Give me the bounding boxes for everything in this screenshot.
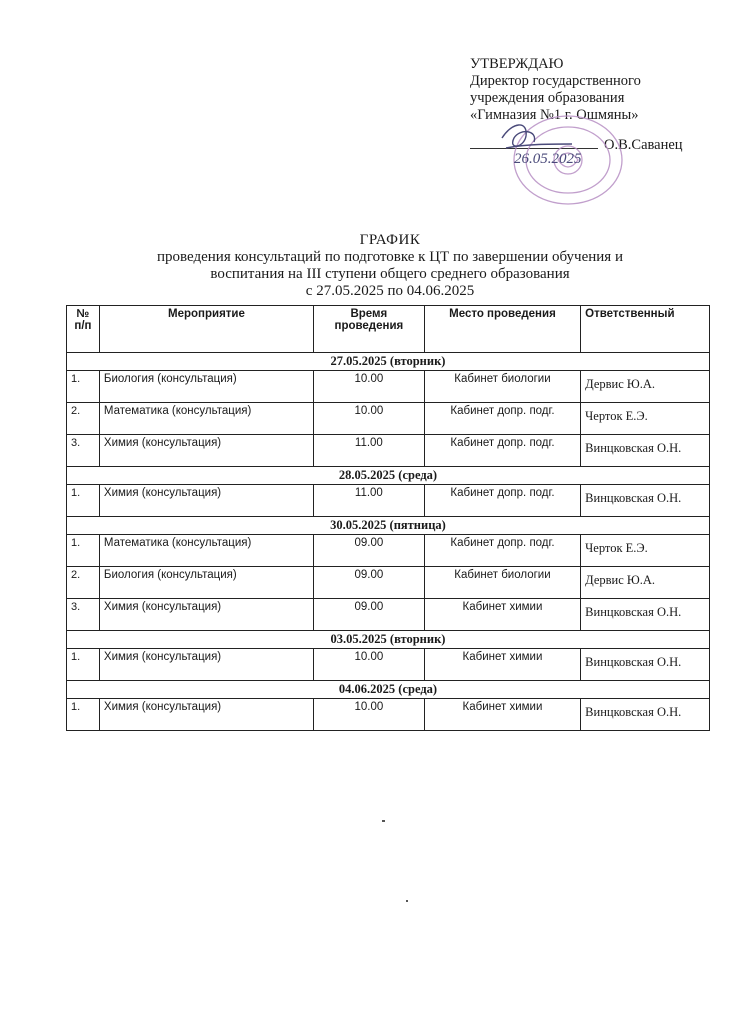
cell-responsible: Дервис Ю.А.: [581, 371, 710, 403]
cell-place: Кабинет химии: [424, 599, 580, 631]
table-row: [67, 403, 710, 435]
header-time: Время проведения: [314, 306, 425, 353]
cell-responsible: Винцковская О.Н.: [581, 435, 710, 467]
cell-event: Биология (консультация): [99, 371, 313, 403]
cell-num: 1.: [67, 485, 100, 517]
cell-responsible: Винцковская О.Н.: [581, 599, 710, 631]
cell-event: Математика (консультация): [99, 403, 313, 435]
cell-num: 3.: [67, 599, 100, 631]
cell-time: 10.00: [314, 371, 425, 403]
document-subtitle-2: воспитания на III ступени общего среднего образования: [210, 266, 570, 282]
table-header-row: [67, 306, 710, 353]
cell-place: Кабинет допр. подг.: [424, 403, 580, 435]
cell-event: Химия (консультация): [99, 599, 313, 631]
date-group-label: 30.05.2025 (пятница): [67, 517, 710, 535]
cell-responsible: Черток Е.Э.: [581, 535, 710, 567]
table-row: [67, 371, 710, 403]
cell-time: 09.00: [314, 535, 425, 567]
approval-line-1: Директор государственного: [470, 73, 641, 89]
cell-responsible: Дервис Ю.А.: [581, 567, 710, 599]
cell-place: Кабинет биологии: [424, 567, 580, 599]
cell-event: Биология (консультация): [99, 567, 313, 599]
date-group-label: 03.05.2025 (вторник): [67, 631, 710, 649]
date-group-row: [67, 517, 710, 535]
date-group-label: 27.05.2025 (вторник): [67, 353, 710, 371]
cell-time: 09.00: [314, 567, 425, 599]
signature-line: [470, 148, 598, 149]
date-group-label: 28.05.2025 (среда): [67, 467, 710, 485]
approval-block: [470, 56, 710, 124]
cell-num: 1.: [67, 535, 100, 567]
cell-responsible: Винцковская О.Н.: [581, 699, 710, 731]
date-group-row: [67, 681, 710, 699]
table-row: [67, 435, 710, 467]
cell-event: Математика (консультация): [99, 535, 313, 567]
cell-responsible: Винцковская О.Н.: [581, 485, 710, 517]
table-row: [67, 485, 710, 517]
cell-event: Химия (консультация): [99, 435, 313, 467]
date-group-row: [67, 631, 710, 649]
scan-speck: [406, 900, 408, 902]
cell-time: 10.00: [314, 699, 425, 731]
cell-place: Кабинет химии: [424, 649, 580, 681]
date-group-row: [67, 353, 710, 371]
cell-num: 2.: [67, 403, 100, 435]
cell-responsible: Винцковская О.Н.: [581, 649, 710, 681]
cell-num: 3.: [67, 435, 100, 467]
cell-time: 09.00: [314, 599, 425, 631]
handwritten-signature-icon: [502, 125, 572, 148]
header-responsible: Ответственный: [581, 306, 710, 353]
cell-event: Химия (консультация): [99, 699, 313, 731]
header-num: № п/п: [67, 306, 100, 353]
cell-place: Кабинет допр. подг.: [424, 485, 580, 517]
signer-name: О.В.Саванец: [604, 137, 683, 153]
cell-time: 10.00: [314, 403, 425, 435]
cell-responsible: Черток Е.Э.: [581, 403, 710, 435]
table-row: [67, 649, 710, 681]
cell-num: 2.: [67, 567, 100, 599]
cell-time: 11.00: [314, 435, 425, 467]
table-row: [67, 599, 710, 631]
scan-speck: [382, 820, 385, 822]
cell-place: Кабинет биологии: [424, 371, 580, 403]
approval-line-2: учреждения образования: [470, 90, 625, 106]
date-group-label: 04.06.2025 (среда): [67, 681, 710, 699]
table-row: [67, 567, 710, 599]
document-date-range: с 27.05.2025 по 04.06.2025: [305, 283, 475, 299]
header-event: Мероприятие: [99, 306, 313, 353]
cell-num: 1.: [67, 699, 100, 731]
cell-event: Химия (консультация): [99, 649, 313, 681]
schedule-table: [66, 305, 710, 731]
approval-title: УТВЕРЖДАЮ: [470, 56, 564, 72]
header-place: Место проведения: [424, 306, 580, 353]
cell-place: Кабинет допр. подг.: [424, 435, 580, 467]
cell-time: 11.00: [314, 485, 425, 517]
approval-line-3: «Гимназия №1 г. Ошмяны»: [470, 107, 639, 123]
date-group-row: [67, 467, 710, 485]
document-subtitle-1: проведения консультаций по подготовке к ЦТ по завершении обучения и: [157, 249, 623, 265]
signature-date: 26.05.2025: [514, 151, 582, 167]
document-title: ГРАФИК: [359, 232, 421, 248]
cell-time: 10.00: [314, 649, 425, 681]
document-title-block: [60, 232, 720, 300]
table-row: [67, 699, 710, 731]
cell-place: Кабинет химии: [424, 699, 580, 731]
cell-event: Химия (консультация): [99, 485, 313, 517]
table-row: [67, 535, 710, 567]
cell-num: 1.: [67, 371, 100, 403]
cell-num: 1.: [67, 649, 100, 681]
cell-place: Кабинет допр. подг.: [424, 535, 580, 567]
